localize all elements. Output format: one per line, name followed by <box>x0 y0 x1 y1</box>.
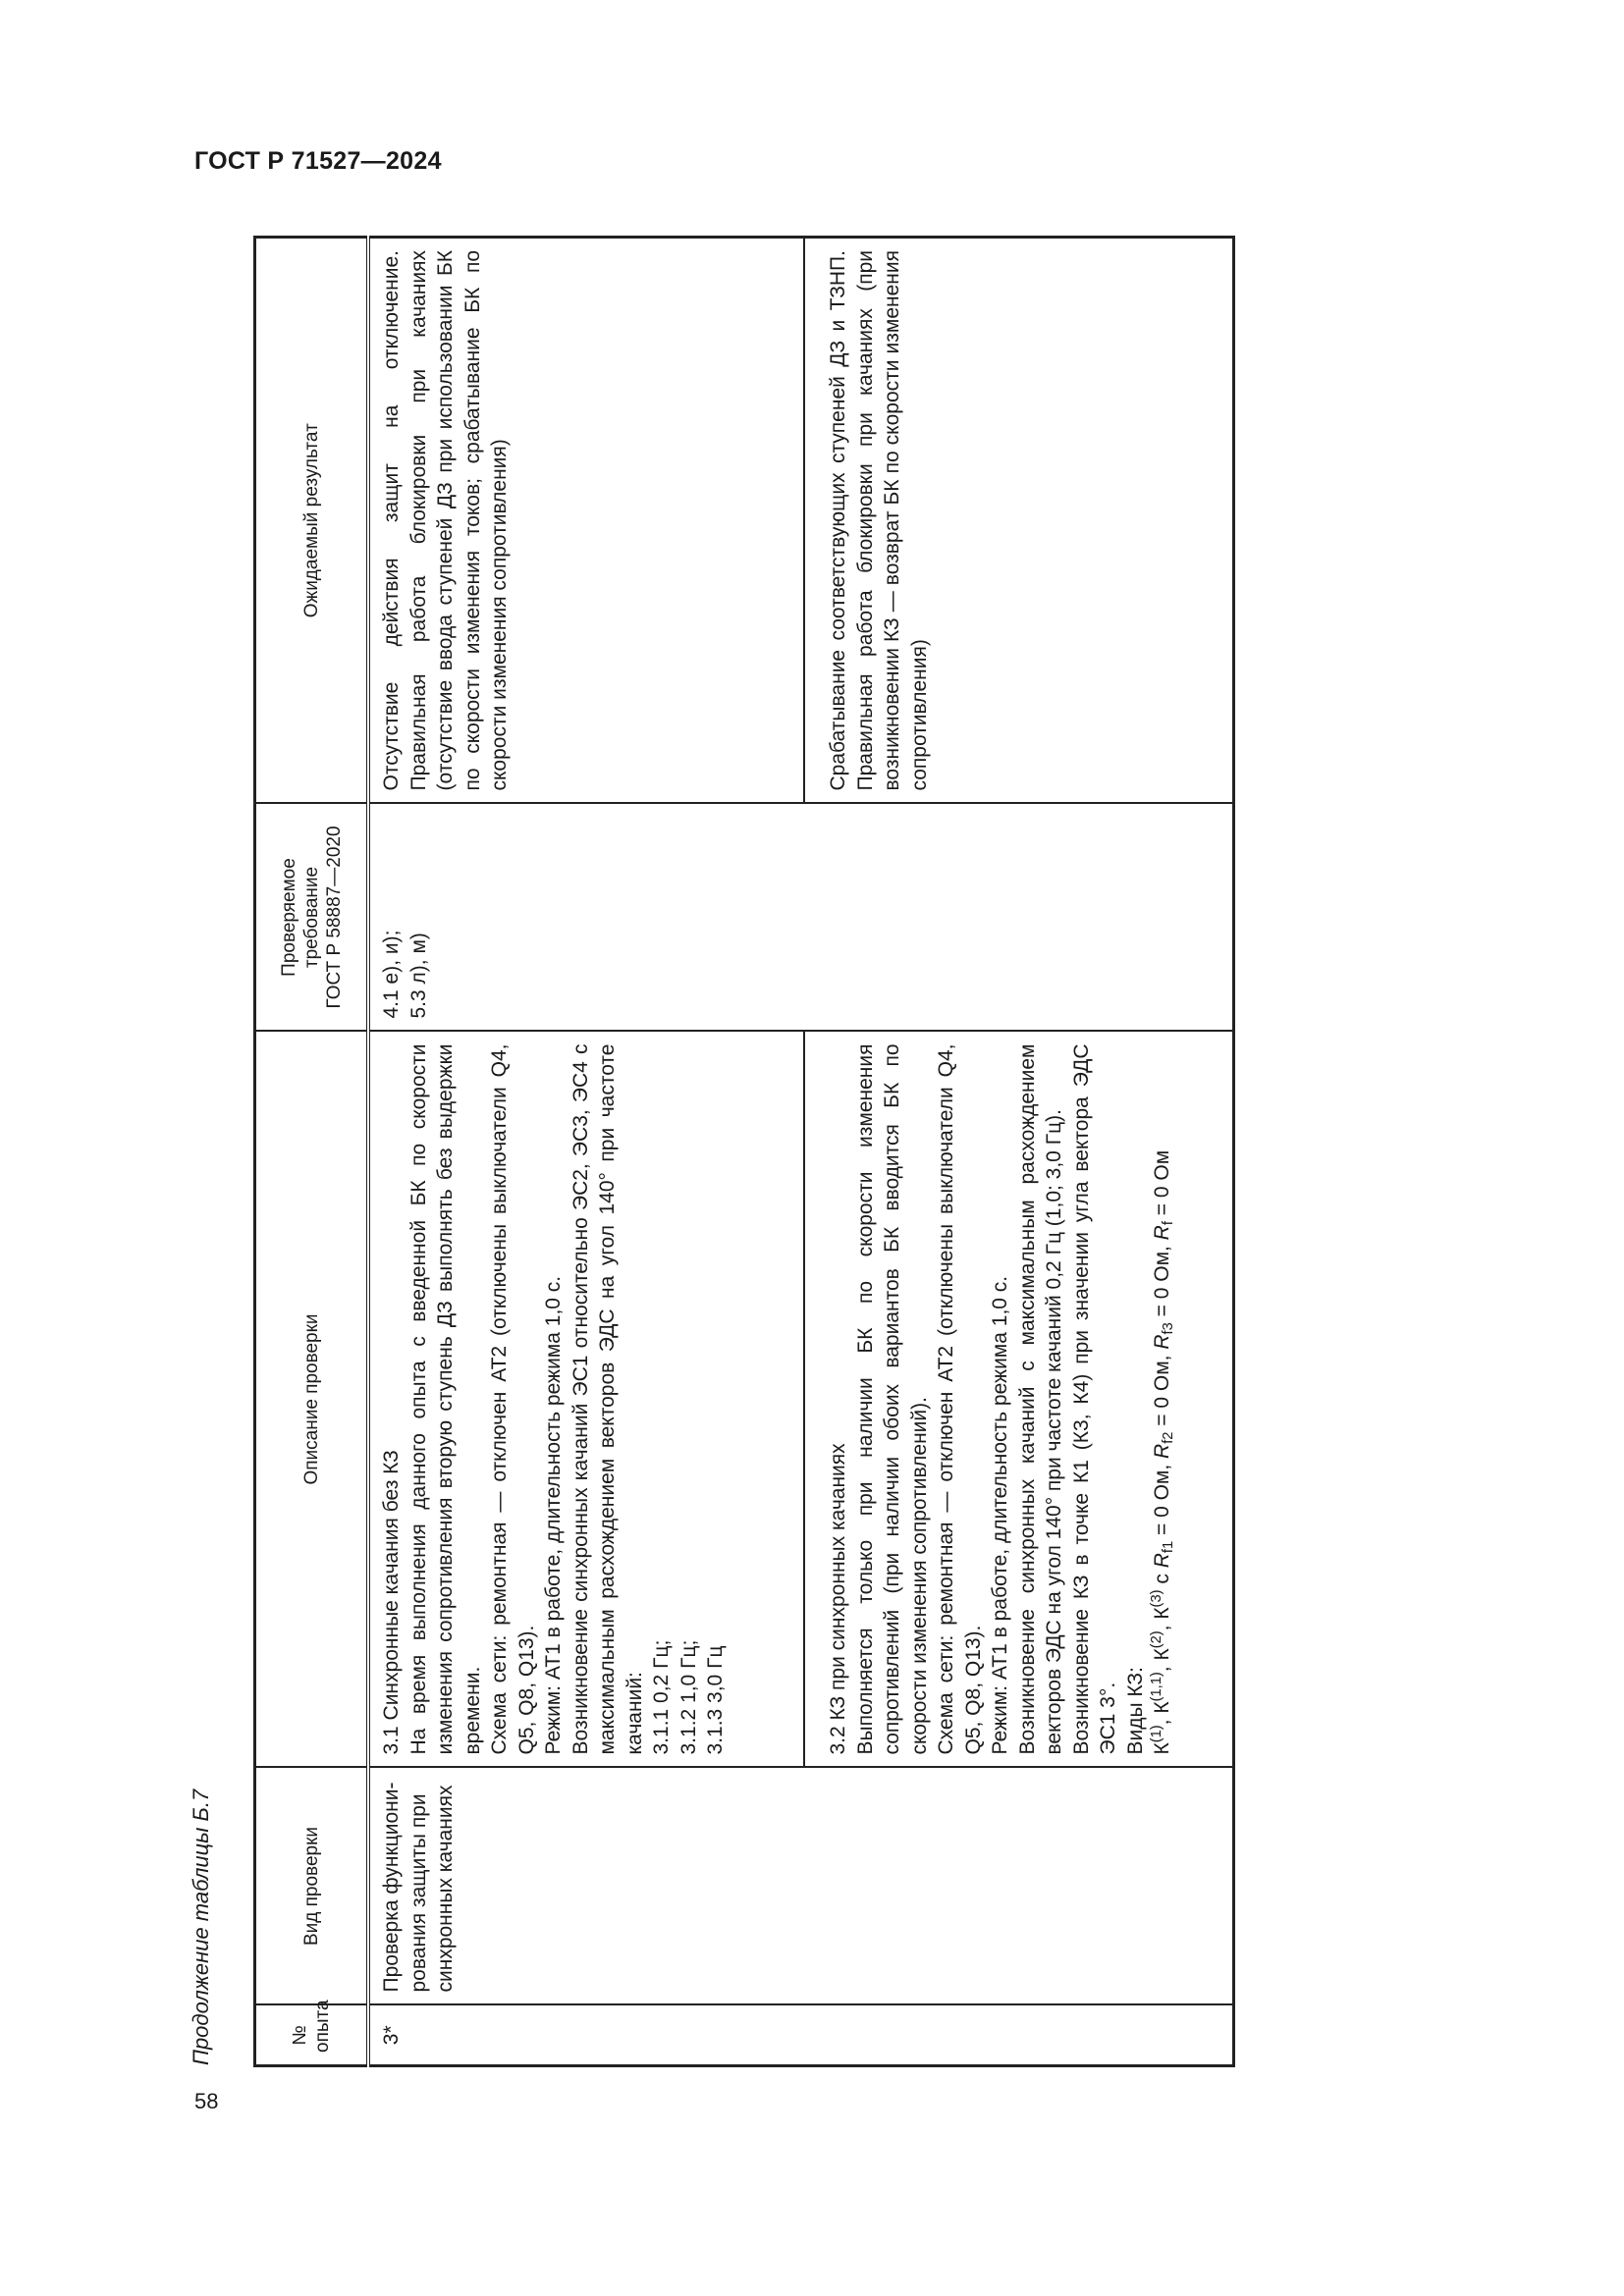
desc-line: Возникновение синхронных качаний с максимальным расхождением векторов ЭДС на угол 140° при частоте качаний 0,2 Гц (1,0; 3,0 Гц). <box>1015 1043 1065 1755</box>
requirement-cell-empty <box>804 804 1234 1032</box>
f-r1: R <box>1151 1553 1173 1569</box>
f-sup2: (2) <box>1149 1630 1164 1649</box>
f-sub2: f2 <box>1161 1431 1176 1444</box>
f-eq4: = 0 Ом <box>1151 1149 1173 1216</box>
expected-result-cell: Срабатывание соответствующих ступеней ДЗ и ТЗНП. Правильная работа блокировки при качаниях (при возникновении КЗ — возврат БК по скорости изменения сопротивления) <box>804 238 1234 804</box>
description-cell <box>804 1032 1234 1768</box>
desc-line: 3.1.1 0,2 Гц; <box>650 1639 673 1755</box>
f-sub3: f3 <box>1161 1322 1176 1335</box>
req-line: 5.3 л), м) <box>406 933 430 1019</box>
f-sup3: (3) <box>1149 1589 1164 1608</box>
table-row <box>368 238 804 2066</box>
desc-line: 3.1.2 1,0 Гц; <box>677 1639 700 1755</box>
f-k3: К <box>1151 1648 1173 1661</box>
f-r3: R <box>1151 1334 1173 1350</box>
desc-line: Выполняется только при наличии БК по скорости изменения сопротивлений (при наличии обоих вариантов БК вводится БК по скорости изменения сопротивлений). <box>853 1043 931 1755</box>
checks-table <box>253 236 1235 2067</box>
page-number: 58 <box>194 2089 219 2113</box>
header-requirement <box>255 804 369 1032</box>
header-num-line-2: опыта <box>312 2000 333 2053</box>
f-k4: К <box>1151 1607 1173 1620</box>
header-req-line-1: Проверяемое <box>278 858 299 977</box>
table-row <box>804 238 1234 2066</box>
test-number-cell-empty <box>804 2005 1234 2066</box>
f-sub1: f1 <box>1161 1540 1176 1554</box>
header-check-description: Описание проверки <box>255 1032 369 1768</box>
header-expected-result: Ожидаемый результат <box>255 238 369 804</box>
header-req-line-3: ГОСТ Р 58887—2020 <box>323 826 345 1009</box>
standard-header: ГОСТ Р 71527—2024 <box>194 147 442 175</box>
f-eq3: = 0 Ом <box>1151 1251 1173 1317</box>
f-k2: К <box>1151 1701 1173 1714</box>
header-num-line-1: № <box>290 2025 310 2046</box>
expected-result-cell: Отсутствие действия защит на отключение. Правильная работа блокировки при качаниях (отсутствие ввода ступеней ДЗ при использовании БК по скорости изменения токов; срабатывание БК по скорости изменения сопротивления) <box>368 238 804 804</box>
f-k1: К <box>1151 1742 1173 1755</box>
fault-types-formula: $К^{(1)}$, К$^{(1,1)}$, $К^{(2)}$, $К^{(3)}$ с $R_{f1} = 0$ Ом, $R_{f2} = 0$ Ом, $R_{f3} = 0$ Ом, $R_f = 0$ Ом <box>1149 1149 1176 1755</box>
check-type-cell: Проверка функциони-рования защиты при синхронных качаниях <box>368 1768 804 2005</box>
table-caption: Продолжение таблицы Б.7 <box>189 1789 213 2065</box>
desc-line: 3.2 КЗ при синхронных качаниях <box>827 1443 849 1755</box>
desc-line: Схема сети: ремонтная — отключен АТ2 (отключены выключатели Q4, Q5, Q8, Q13). <box>935 1043 985 1755</box>
requirement-cell <box>368 804 804 1032</box>
req-line: 4.1 е), и); <box>380 930 403 1019</box>
desc-line: Режим: АТ1 в работе, длительность режима 1,0 с. <box>989 1275 1011 1755</box>
rotated-table-area <box>183 214 1243 2109</box>
f-sub4: f <box>1161 1221 1176 1226</box>
desc-line: На время выполнения данного опыта с введенной БК по скорости изменения сопротивления вторую ступень ДЗ выполнять без выдержки времени. <box>406 1043 484 1755</box>
header-check-type: Вид проверки <box>255 1768 369 2005</box>
test-number-cell: 3* <box>368 2005 804 2066</box>
desc-line: 3.1 Синхронные качания без КЗ <box>380 1450 403 1755</box>
header-req-line-2: требование <box>300 866 322 969</box>
f-with: с <box>1151 1574 1173 1584</box>
desc-line: 3.1.3 3,0 Гц <box>704 1645 727 1755</box>
table-header-row <box>255 238 369 2066</box>
f-sup1: (1) <box>1149 1725 1164 1743</box>
f-eq1: = 0 Ом <box>1151 1469 1173 1536</box>
desc-line: Схема сети: ремонтная — отключен АТ2 (отключены выключатели Q4, Q5, Q8, Q13). <box>488 1043 538 1755</box>
f-eq2: = 0 Ом <box>1151 1361 1173 1426</box>
header-test-number <box>255 2000 369 2066</box>
desc-line: Возникновение синхронных качаний ЭС1 относительно ЭС2, ЭС3, ЭС4 с максимальным расхождением векторов ЭДС на угол 140° при частоте качаний: <box>568 1043 646 1755</box>
f-r4: R <box>1151 1225 1173 1241</box>
desc-line: Возникновение КЗ в точке К1 (К3, К4) при значении угла вектора ЭДС ЭС1 3°. <box>1069 1043 1119 1755</box>
f-r2: R <box>1151 1443 1173 1459</box>
desc-line: Виды КЗ: <box>1123 1667 1147 1755</box>
check-type-cell-empty <box>804 1768 1234 2005</box>
f-sup11: (1,1) <box>1149 1672 1164 1702</box>
description-cell <box>368 1032 804 1768</box>
desc-line: Режим: АТ1 в работе, длительность режима 1,0 с. <box>542 1275 565 1755</box>
